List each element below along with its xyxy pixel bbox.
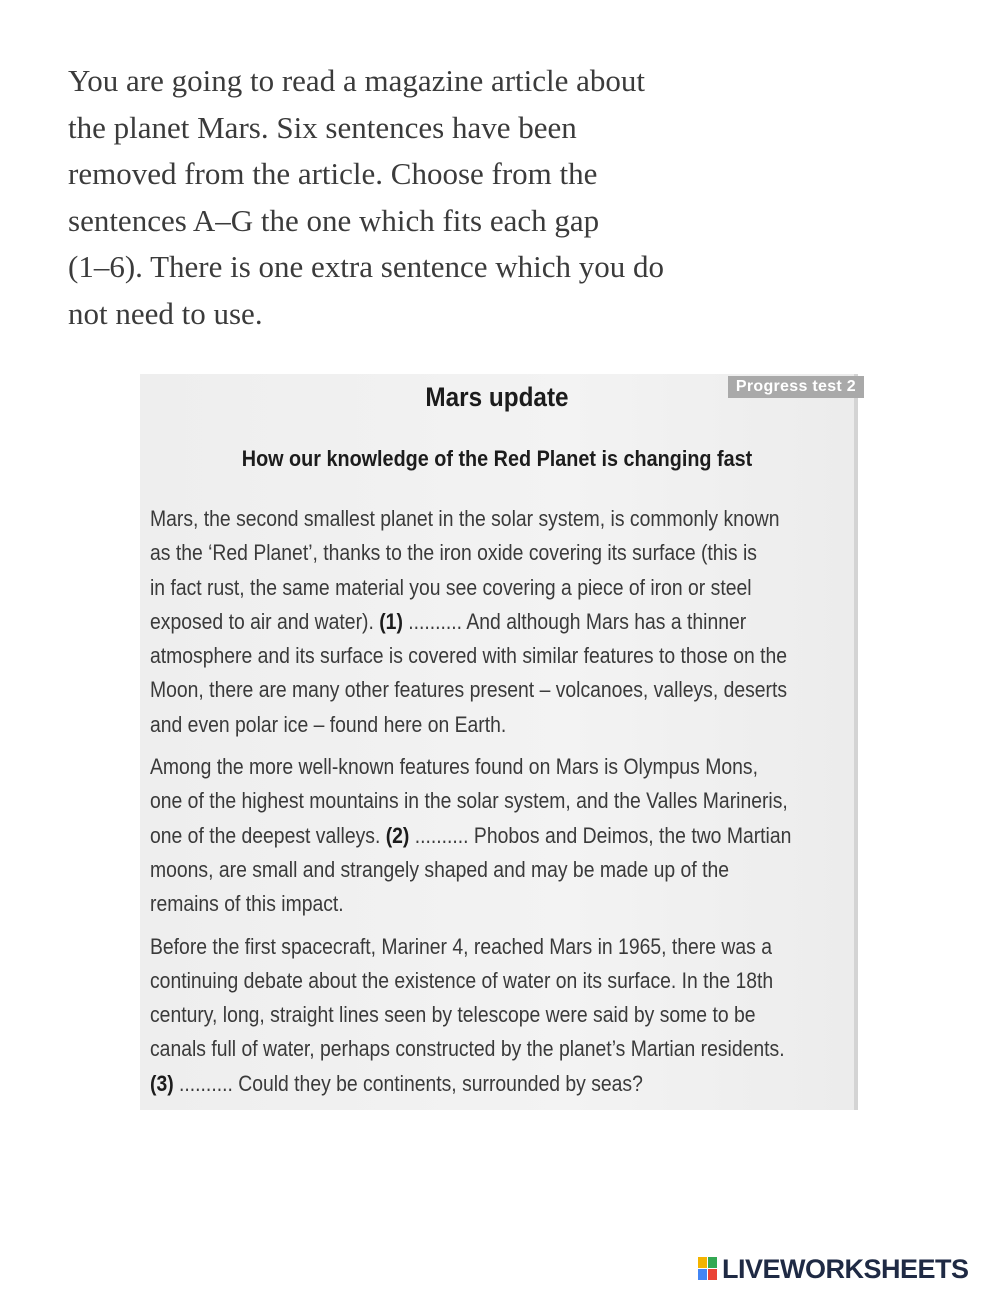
text-segment: .......... Could they be continents, surrounded by seas? [173, 1070, 643, 1096]
gap-2-label: (2) [385, 822, 410, 848]
instruction-line: (1–6). There is one extra sentence which you do [68, 249, 664, 284]
text-line: continuing debate about the existence of water on its surface. In the 18th [150, 967, 774, 993]
text-line: one of the highest mountains in the solar system, and the Valles Marineris, [150, 788, 788, 814]
instruction-line: You are going to read a magazine article about [68, 63, 646, 98]
article-panel [140, 374, 858, 1110]
text-segment: .......... And although Mars has a thinner [402, 608, 747, 634]
gap-1-label: (1) [379, 608, 403, 634]
article-title: Mars update [425, 382, 569, 412]
gap-3-label: (3) [150, 1070, 174, 1096]
text-line: century, long, straight lines seen by telescope were said by some to be [150, 1002, 756, 1028]
text-line [150, 1067, 766, 1101]
text-line [150, 605, 766, 639]
text-line: moons, are small and strangely shaped and may be made up of the [150, 856, 729, 882]
text-line: remains of this impact. [150, 891, 344, 917]
text-segment: exposed to air and water). [150, 608, 380, 634]
text-line: Mars, the second smallest planet in the solar system, is commonly known [150, 506, 780, 531]
text-line: Among the more well-known features found on Mars is Olympus Mons, [150, 754, 758, 780]
liveworksheets-logo [698, 1254, 969, 1284]
text-line: Before the first spacecraft, Mariner 4, reached Mars in 1965, there was a [150, 933, 772, 959]
logo-text: LIVEWORKSHEETS [722, 1253, 969, 1284]
text-line: atmosphere and its surface is covered with similar features to those on the [150, 643, 788, 669]
instruction-line: removed from the article. Choose from the [68, 156, 598, 191]
text-line: as the ‘Red Planet’, thanks to the iron oxide covering its surface (this is [150, 540, 757, 566]
text-line: in fact rust, the same material you see covering a piece of iron or steel [150, 574, 752, 600]
text-segment: .......... Phobos and Deimos, the two Martian [409, 822, 792, 848]
logo-icon [698, 1257, 718, 1281]
instruction-line: the planet Mars. Six sentences have been [68, 109, 577, 145]
progress-test-badge: Progress test 2 [728, 376, 864, 398]
text-line [150, 819, 792, 853]
task-instructions [68, 58, 728, 337]
text-line: and even polar ice – found here on Earth. [150, 711, 507, 737]
article-body [150, 502, 850, 1101]
instruction-line: not need to use. [68, 295, 263, 331]
text-line: Moon, there are many other features present – volcanoes, valleys, deserts [150, 677, 788, 703]
article-subtitle: How our knowledge of the Red Planet is changing fast [241, 446, 753, 471]
text-segment: one of the deepest valleys. [150, 822, 386, 848]
instruction-line: sentences A–G the one which fits each gap [68, 202, 600, 238]
text-line: canals full of water, perhaps constructed by the planet’s Martian residents. [150, 1036, 785, 1062]
